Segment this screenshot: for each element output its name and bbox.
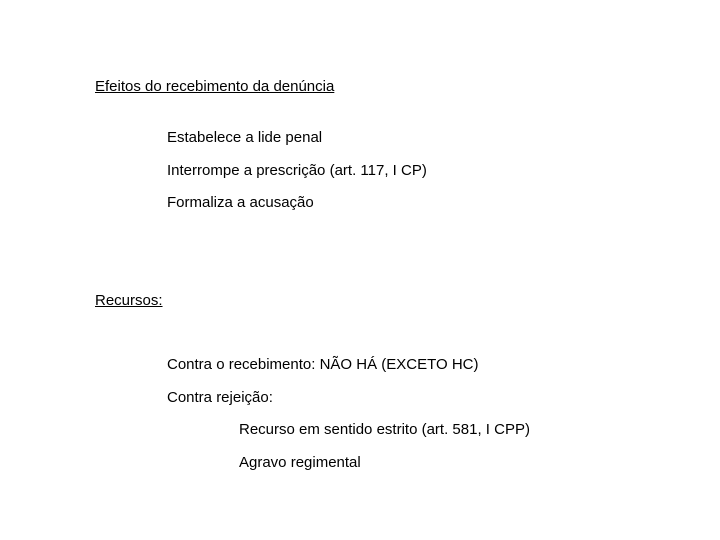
appeal-item: Contra rejeição: <box>167 389 273 406</box>
appeal-subitem: Agravo regimental <box>239 454 361 471</box>
appeal-subitem: Recurso em sentido estrito (art. 581, I CPP) <box>239 421 530 438</box>
effect-item: Formaliza a acusação <box>167 194 314 211</box>
effect-item: Interrompe a prescrição (art. 117, I CP) <box>167 162 427 179</box>
appeal-item: Contra o recebimento: NÃO HÁ (EXCETO HC) <box>167 356 479 373</box>
section-heading-effects: Efeitos do recebimento da denúncia <box>95 78 335 95</box>
effect-item: Estabelece a lide penal <box>167 129 323 146</box>
section-heading-appeals: Recursos: <box>95 292 163 309</box>
